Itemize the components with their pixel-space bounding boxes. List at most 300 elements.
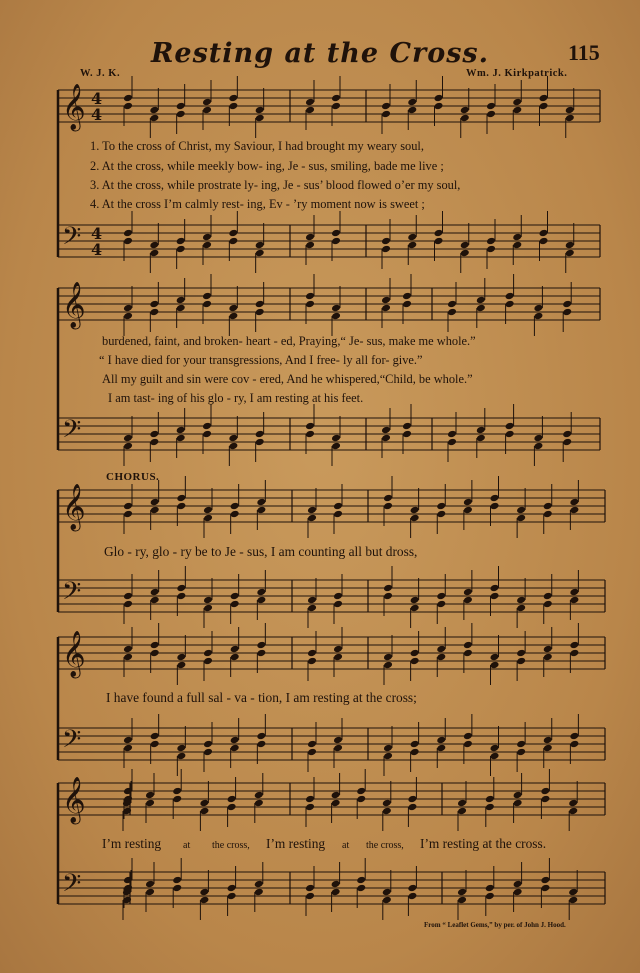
note-head bbox=[123, 600, 133, 609]
note-head bbox=[331, 799, 341, 808]
note-head bbox=[410, 657, 420, 666]
note-head bbox=[505, 300, 515, 309]
note-head bbox=[540, 787, 550, 796]
note-head bbox=[543, 510, 553, 519]
note-head bbox=[568, 896, 578, 905]
note-head bbox=[150, 732, 160, 741]
note-head bbox=[463, 506, 473, 515]
time-signature: 4 bbox=[91, 224, 103, 243]
chorus-line-2: I have found a full sal - va - tion, I am resting at the cross; bbox=[106, 690, 417, 705]
note-head bbox=[402, 292, 412, 301]
note-head bbox=[123, 312, 133, 321]
verse-1-line-1: 1. To the cross of Christ, my Saviour, I had brought my weary soul, bbox=[90, 139, 424, 153]
note-head bbox=[254, 880, 264, 889]
note-head bbox=[176, 102, 186, 111]
note-head bbox=[543, 744, 553, 753]
note-head bbox=[202, 233, 212, 242]
note-head bbox=[383, 494, 393, 503]
note-head bbox=[533, 442, 543, 451]
chorus-line-3-d: I’m resting bbox=[266, 836, 326, 851]
note-head bbox=[512, 233, 522, 242]
note-head bbox=[255, 114, 265, 123]
note-head bbox=[123, 229, 133, 238]
note-head bbox=[255, 308, 265, 317]
note-head bbox=[460, 114, 470, 123]
note-head bbox=[486, 102, 496, 111]
note-head bbox=[307, 748, 317, 757]
note-head bbox=[255, 430, 265, 439]
note-head bbox=[407, 892, 417, 901]
note-head bbox=[434, 229, 444, 238]
note-head bbox=[490, 661, 500, 670]
note-head bbox=[150, 641, 160, 650]
note-head bbox=[383, 661, 393, 670]
note-head bbox=[485, 803, 495, 812]
note-head bbox=[543, 653, 553, 662]
note-head bbox=[176, 494, 186, 503]
note-head bbox=[569, 588, 579, 597]
note-head bbox=[203, 649, 213, 658]
note-head bbox=[305, 803, 315, 812]
note-head bbox=[254, 791, 264, 800]
note-head bbox=[202, 106, 212, 115]
note-head bbox=[331, 94, 341, 103]
note-head bbox=[569, 732, 579, 741]
note-head bbox=[485, 795, 495, 804]
note-head bbox=[486, 237, 496, 246]
bass-clef-icon: 𝄢 bbox=[62, 415, 82, 450]
note-head bbox=[145, 799, 155, 808]
note-head bbox=[569, 506, 579, 515]
note-head bbox=[539, 94, 549, 103]
note-head bbox=[539, 229, 549, 238]
note-head bbox=[331, 237, 341, 246]
note-head bbox=[562, 438, 572, 447]
note-head bbox=[463, 732, 473, 741]
note-head bbox=[562, 300, 572, 309]
note-head bbox=[381, 237, 391, 246]
note-head bbox=[307, 604, 317, 613]
note-head bbox=[476, 434, 486, 443]
note-head bbox=[485, 892, 495, 901]
note-head bbox=[123, 653, 133, 662]
note-head bbox=[569, 596, 579, 605]
note-head bbox=[457, 799, 467, 808]
note-head bbox=[382, 807, 392, 816]
note-head bbox=[254, 799, 264, 808]
note-head bbox=[333, 592, 343, 601]
note-head bbox=[307, 657, 317, 666]
note-head bbox=[407, 795, 417, 804]
note-head bbox=[230, 592, 240, 601]
note-head bbox=[199, 807, 209, 816]
bass-clef-icon: 𝄢 bbox=[62, 577, 82, 612]
note-head bbox=[123, 744, 133, 753]
note-head bbox=[516, 748, 526, 757]
note-head bbox=[486, 245, 496, 254]
note-head bbox=[476, 304, 486, 313]
note-head bbox=[565, 249, 575, 258]
verse-2-line-2: “ I have died for your transgressions, And I free- ly all for- give.” bbox=[99, 353, 423, 367]
note-head bbox=[356, 787, 366, 796]
note-head bbox=[331, 304, 341, 313]
note-head bbox=[230, 653, 240, 662]
hymn-title: Resting at the Cross. bbox=[150, 38, 490, 69]
note-head bbox=[407, 98, 417, 107]
note-head bbox=[230, 600, 240, 609]
note-head bbox=[565, 114, 575, 123]
note-head bbox=[505, 292, 515, 301]
note-head bbox=[436, 600, 446, 609]
note-head bbox=[513, 888, 523, 897]
note-head bbox=[228, 442, 238, 451]
time-signature: 4 bbox=[91, 89, 103, 108]
note-head bbox=[176, 502, 186, 511]
note-head bbox=[356, 884, 366, 893]
note-head bbox=[256, 498, 266, 507]
note-head bbox=[123, 102, 133, 111]
note-head bbox=[407, 803, 417, 812]
note-head bbox=[203, 604, 213, 613]
verse-4-line-1: 4. At the cross I’m calmly rest- ing, Ev - ’ry moment now is sweet ; bbox=[90, 197, 425, 211]
note-head bbox=[305, 300, 315, 309]
note-head bbox=[539, 237, 549, 246]
note-head bbox=[228, 304, 238, 313]
note-head bbox=[436, 502, 446, 511]
note-head bbox=[463, 641, 473, 650]
note-head bbox=[305, 292, 315, 301]
note-head bbox=[569, 649, 579, 658]
note-head bbox=[149, 106, 159, 115]
note-head bbox=[256, 732, 266, 741]
note-head bbox=[565, 106, 575, 115]
note-head bbox=[176, 653, 186, 662]
note-head bbox=[516, 604, 526, 613]
note-head bbox=[305, 106, 315, 115]
note-head bbox=[410, 748, 420, 757]
note-head bbox=[505, 422, 515, 431]
note-head bbox=[476, 426, 486, 435]
note-head bbox=[176, 584, 186, 593]
note-head bbox=[381, 434, 391, 443]
verse-1-line-2: burdened, faint, and broken- heart - ed, Praying,“ Je- sus, make me whole.” bbox=[102, 334, 476, 348]
note-head bbox=[381, 296, 391, 305]
note-head bbox=[383, 592, 393, 601]
note-head bbox=[149, 430, 159, 439]
note-head bbox=[562, 308, 572, 317]
note-head bbox=[227, 795, 237, 804]
note-head bbox=[202, 241, 212, 250]
note-head bbox=[533, 312, 543, 321]
chorus-line-3-g: I’m resting at the cross. bbox=[420, 836, 547, 851]
note-head bbox=[203, 596, 213, 605]
note-head bbox=[533, 434, 543, 443]
note-head bbox=[490, 752, 500, 761]
note-head bbox=[150, 506, 160, 515]
note-head bbox=[255, 438, 265, 447]
treble-clef-icon: 𝄞 bbox=[62, 282, 86, 328]
note-head bbox=[565, 241, 575, 250]
note-head bbox=[176, 434, 186, 443]
note-head bbox=[202, 98, 212, 107]
note-head bbox=[569, 498, 579, 507]
note-head bbox=[533, 304, 543, 313]
note-head bbox=[150, 498, 160, 507]
note-head bbox=[203, 740, 213, 749]
note-head bbox=[382, 799, 392, 808]
note-head bbox=[256, 588, 266, 597]
note-head bbox=[149, 308, 159, 317]
note-head bbox=[228, 229, 238, 238]
note-head bbox=[407, 106, 417, 115]
note-head bbox=[123, 304, 133, 313]
note-head bbox=[381, 426, 391, 435]
note-head bbox=[463, 588, 473, 597]
chorus-line-3-b: at bbox=[183, 840, 191, 851]
note-head bbox=[383, 502, 393, 511]
note-head bbox=[516, 506, 526, 515]
note-head bbox=[123, 94, 133, 103]
note-head bbox=[255, 249, 265, 258]
note-head bbox=[434, 102, 444, 111]
treble-clef-icon: 𝄞 bbox=[62, 484, 86, 530]
note-head bbox=[434, 94, 444, 103]
note-head bbox=[562, 430, 572, 439]
note-head bbox=[382, 896, 392, 905]
note-head bbox=[543, 736, 553, 745]
note-head bbox=[410, 649, 420, 658]
note-head bbox=[436, 645, 446, 654]
treble-clef-icon: 𝄞 bbox=[62, 631, 86, 677]
note-head bbox=[436, 592, 446, 601]
note-head bbox=[516, 596, 526, 605]
note-head bbox=[569, 641, 579, 650]
note-head bbox=[476, 296, 486, 305]
note-head bbox=[305, 98, 315, 107]
note-head bbox=[490, 744, 500, 753]
note-head bbox=[176, 592, 186, 601]
note-head bbox=[203, 657, 213, 666]
note-head bbox=[410, 514, 420, 523]
note-head bbox=[543, 592, 553, 601]
note-head bbox=[228, 237, 238, 246]
note-head bbox=[457, 807, 467, 816]
time-signature: 4 bbox=[91, 240, 103, 259]
note-head bbox=[230, 744, 240, 753]
note-head bbox=[202, 300, 212, 309]
note-head bbox=[402, 430, 412, 439]
note-head bbox=[305, 892, 315, 901]
note-head bbox=[407, 884, 417, 893]
note-head bbox=[333, 510, 343, 519]
note-head bbox=[255, 241, 265, 250]
note-head bbox=[463, 498, 473, 507]
note-head bbox=[123, 442, 133, 451]
note-head bbox=[228, 94, 238, 103]
chorus-line-3-e: at bbox=[342, 840, 350, 851]
bass-clef-icon: 𝄢 bbox=[62, 725, 82, 760]
note-head bbox=[540, 876, 550, 885]
note-head bbox=[486, 110, 496, 119]
note-head bbox=[307, 514, 317, 523]
note-head bbox=[256, 641, 266, 650]
note-head bbox=[381, 110, 391, 119]
note-head bbox=[513, 799, 523, 808]
note-head bbox=[512, 241, 522, 250]
note-head bbox=[463, 649, 473, 658]
time-signature: 4 bbox=[91, 105, 103, 124]
note-head bbox=[149, 300, 159, 309]
note-head bbox=[176, 237, 186, 246]
note-head bbox=[381, 102, 391, 111]
note-head bbox=[305, 795, 315, 804]
note-head bbox=[230, 510, 240, 519]
music-credit: Wm. J. Kirkpatrick. bbox=[466, 68, 568, 79]
note-head bbox=[149, 438, 159, 447]
note-head bbox=[356, 795, 366, 804]
note-head bbox=[460, 241, 470, 250]
note-head bbox=[568, 807, 578, 816]
chorus-line-3-a: I’m resting bbox=[102, 836, 162, 851]
note-head bbox=[123, 592, 133, 601]
note-head bbox=[516, 740, 526, 749]
note-head bbox=[436, 653, 446, 662]
note-head bbox=[410, 506, 420, 515]
note-head bbox=[512, 106, 522, 115]
note-head bbox=[149, 249, 159, 258]
note-head bbox=[150, 588, 160, 597]
note-head bbox=[123, 510, 133, 519]
note-head bbox=[457, 896, 467, 905]
note-head bbox=[490, 653, 500, 662]
note-head bbox=[305, 233, 315, 242]
words-credit: W. J. K. bbox=[80, 68, 121, 79]
note-head bbox=[199, 799, 209, 808]
chorus-line-3-f: the cross, bbox=[366, 840, 404, 851]
note-head bbox=[331, 312, 341, 321]
note-head bbox=[256, 506, 266, 515]
note-head bbox=[307, 740, 317, 749]
note-head bbox=[407, 241, 417, 250]
note-head bbox=[505, 430, 515, 439]
page-number: 115 bbox=[568, 40, 600, 65]
note-head bbox=[356, 876, 366, 885]
note-head bbox=[227, 884, 237, 893]
note-head bbox=[145, 880, 155, 889]
note-head bbox=[407, 233, 417, 242]
note-head bbox=[172, 876, 182, 885]
note-head bbox=[333, 645, 343, 654]
note-head bbox=[490, 494, 500, 503]
verse-4-line-2: I am tast- ing of his glo - ry, I am resting at his feet. bbox=[108, 391, 364, 405]
note-head bbox=[176, 744, 186, 753]
note-head bbox=[150, 596, 160, 605]
note-head bbox=[331, 434, 341, 443]
note-head bbox=[543, 645, 553, 654]
note-head bbox=[123, 237, 133, 246]
note-head bbox=[199, 896, 209, 905]
chorus-line-3-c: the cross, bbox=[212, 840, 250, 851]
note-head bbox=[227, 803, 237, 812]
note-head bbox=[490, 502, 500, 511]
note-head bbox=[543, 600, 553, 609]
verse-3-line-2: All my guilt and sin were cov - ered, And he whispered,“Child, be whole.” bbox=[102, 372, 473, 386]
note-head bbox=[460, 249, 470, 258]
note-head bbox=[540, 795, 550, 804]
note-head bbox=[490, 584, 500, 593]
note-head bbox=[307, 649, 317, 658]
note-head bbox=[255, 300, 265, 309]
note-head bbox=[199, 888, 209, 897]
note-head bbox=[382, 888, 392, 897]
note-head bbox=[331, 229, 341, 238]
note-head bbox=[436, 736, 446, 745]
verse-3-line-1: 3. At the cross, while prostrate ly- ing, Je - sus’ blood flowed o’er my soul, bbox=[90, 178, 461, 192]
note-head bbox=[172, 795, 182, 804]
note-head bbox=[172, 884, 182, 893]
note-head bbox=[149, 241, 159, 250]
note-head bbox=[434, 237, 444, 246]
note-head bbox=[436, 510, 446, 519]
note-head bbox=[176, 296, 186, 305]
note-head bbox=[447, 308, 457, 317]
note-head bbox=[203, 514, 213, 523]
note-head bbox=[410, 596, 420, 605]
note-head bbox=[457, 888, 467, 897]
note-head bbox=[490, 592, 500, 601]
note-head bbox=[305, 884, 315, 893]
note-head bbox=[447, 300, 457, 309]
note-head bbox=[333, 502, 343, 511]
note-head bbox=[383, 752, 393, 761]
source-footnote: From “ Leaflet Gems,” by per. of John J. Hood. bbox=[424, 921, 566, 929]
note-head bbox=[331, 880, 341, 889]
note-head bbox=[305, 241, 315, 250]
note-head bbox=[305, 430, 315, 439]
note-head bbox=[203, 748, 213, 757]
note-head bbox=[307, 506, 317, 515]
note-head bbox=[333, 653, 343, 662]
note-head bbox=[227, 892, 237, 901]
note-head bbox=[256, 649, 266, 658]
note-head bbox=[254, 888, 264, 897]
note-head bbox=[516, 649, 526, 658]
note-head bbox=[568, 799, 578, 808]
note-head bbox=[172, 787, 182, 796]
note-head bbox=[383, 744, 393, 753]
bass-clef-icon: 𝄢 bbox=[62, 222, 82, 257]
bass-clef-icon: 𝄢 bbox=[62, 869, 82, 904]
note-head bbox=[410, 604, 420, 613]
note-head bbox=[256, 740, 266, 749]
chorus-label: CHORUS. bbox=[106, 471, 160, 483]
note-head bbox=[331, 102, 341, 111]
note-head bbox=[230, 736, 240, 745]
note-head bbox=[228, 102, 238, 111]
note-head bbox=[569, 740, 579, 749]
note-head bbox=[176, 426, 186, 435]
note-head bbox=[228, 312, 238, 321]
verse-2-line-1: 2. At the cross, while meekly bow- ing, Je - sus, smiling, bade me live ; bbox=[90, 159, 444, 173]
note-head bbox=[568, 888, 578, 897]
note-head bbox=[460, 106, 470, 115]
note-head bbox=[540, 884, 550, 893]
note-head bbox=[331, 791, 341, 800]
note-head bbox=[150, 649, 160, 658]
note-head bbox=[202, 430, 212, 439]
note-head bbox=[123, 736, 133, 745]
note-head bbox=[543, 502, 553, 511]
